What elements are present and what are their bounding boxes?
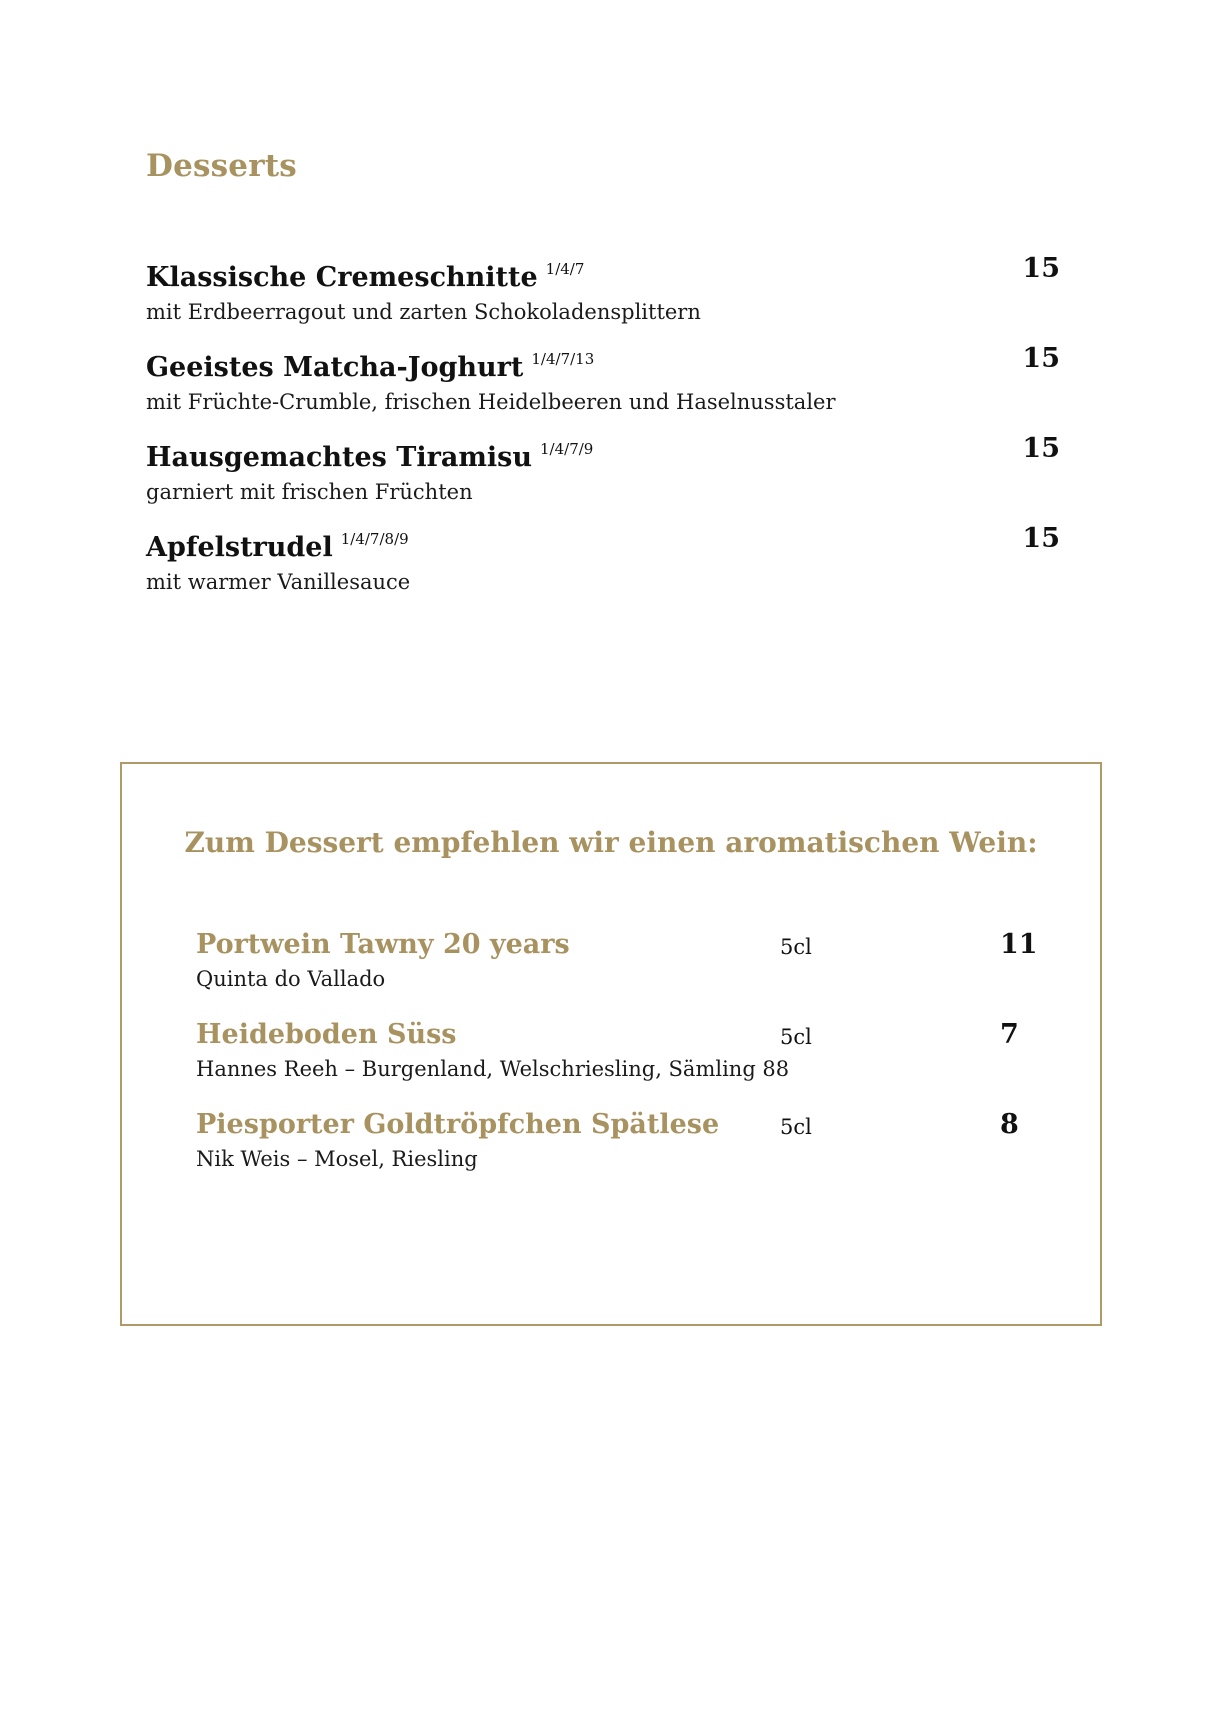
wine-price: 11 [1000, 929, 1038, 960]
dessert-allergens: 1/4/7/9 [540, 440, 594, 458]
wine-list [196, 928, 1056, 1198]
dessert-price: 15 [1022, 253, 1060, 284]
wine-item [196, 1108, 1056, 1198]
dessert-price: 15 [1022, 343, 1060, 374]
dessert-allergens: 1/4/7/8/9 [340, 530, 409, 548]
wine-description: Nik Weis – Mosel, Riesling [196, 1147, 478, 1171]
dessert-item [146, 522, 1060, 612]
wine-recommendation-box [120, 762, 1102, 1326]
wine-name: Heideboden Süss [196, 1019, 457, 1050]
wine-volume: 5cl [780, 1115, 812, 1139]
dessert-allergens: 1/4/7 [545, 260, 585, 278]
wine-volume: 5cl [780, 935, 812, 959]
wine-recommendation-heading: Zum Dessert empfehlen wir einen aromatischen Wein: [184, 826, 1038, 859]
dessert-name: Geeistes Matcha-Joghurt [146, 352, 524, 383]
wine-description: Quinta do Vallado [196, 967, 386, 991]
dessert-price: 15 [1022, 433, 1060, 464]
dessert-description: garniert mit frischen Früchten [146, 480, 473, 504]
dessert-allergens: 1/4/7/13 [531, 350, 595, 368]
dessert-description: mit Früchte-Crumble, frischen Heidelbeeren und Haselnusstaler [146, 390, 836, 414]
dessert-name-line [146, 432, 1060, 475]
dessert-name: Apfelstrudel [146, 532, 333, 563]
dessert-description: mit Erdbeerragout und zarten Schokoladensplittern [146, 300, 701, 324]
dessert-item [146, 252, 1060, 342]
dessert-name: Hausgemachtes Tiramisu [146, 442, 533, 473]
dessert-name-line [146, 522, 1060, 565]
wine-name: Piesporter Goldtröpfchen Spätlese [196, 1109, 720, 1140]
wine-description: Hannes Reeh – Burgenland, Welschriesling, Sämling 88 [196, 1057, 790, 1081]
wine-price: 7 [1000, 1019, 1019, 1050]
wine-item [196, 928, 1056, 1018]
wine-item [196, 1018, 1056, 1108]
dessert-item [146, 342, 1060, 432]
dessert-name-line [146, 252, 1060, 295]
dessert-description: mit warmer Vanillesauce [146, 570, 411, 594]
dessert-item [146, 432, 1060, 522]
dessert-name-line [146, 342, 1060, 385]
wine-price: 8 [1000, 1109, 1019, 1140]
wine-name: Portwein Tawny 20 years [196, 929, 570, 960]
dessert-list [146, 252, 1060, 612]
wine-volume: 5cl [780, 1025, 812, 1049]
section-title-desserts: Desserts [146, 148, 297, 184]
dessert-price: 15 [1022, 523, 1060, 554]
dessert-name: Klassische Cremeschnitte [146, 262, 538, 293]
